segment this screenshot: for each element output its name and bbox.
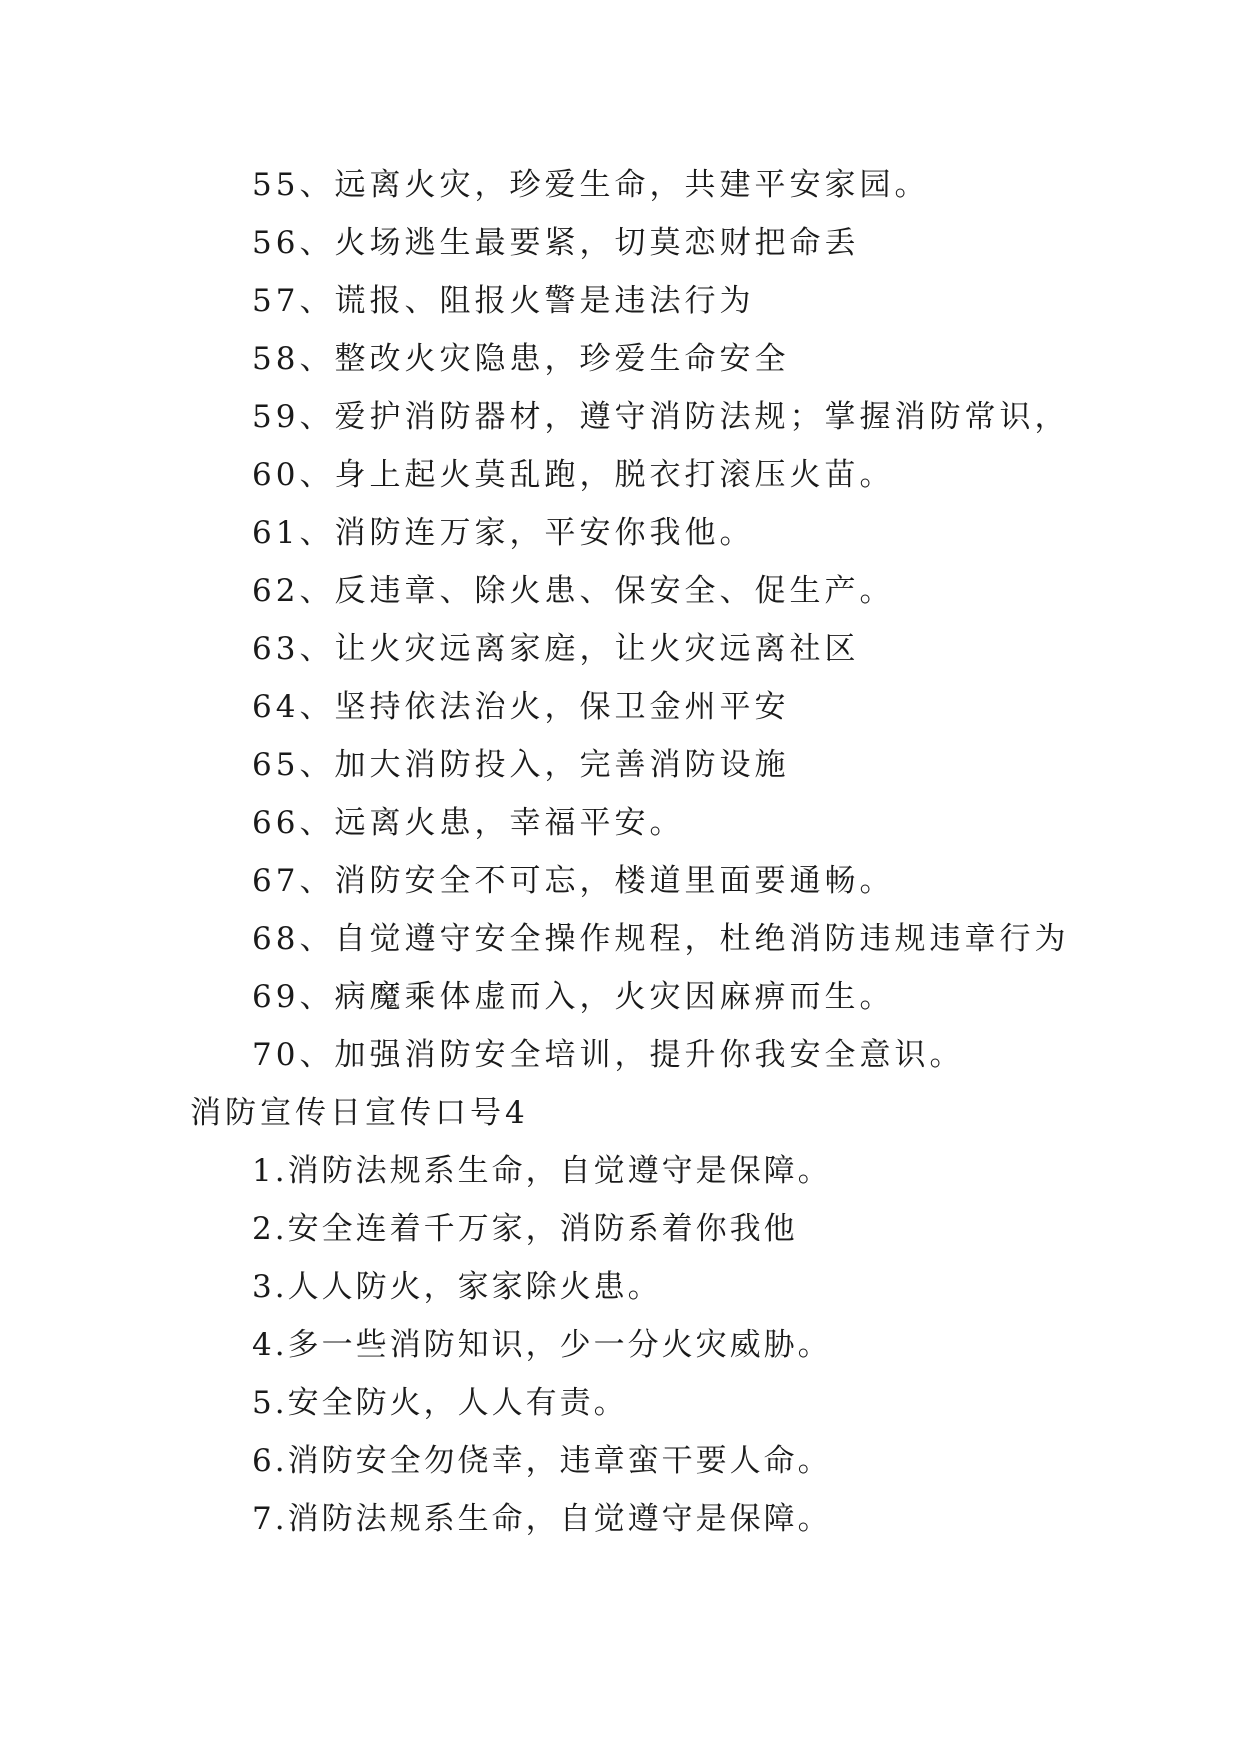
slogan-item-55: 55、远离火灾，珍爱生命，共建平安家园。: [252, 167, 930, 203]
slogan-sub-item-2: 2.安全连着千万家，消防系着你我他: [252, 1211, 798, 1247]
section-heading: 消防宣传日宣传口号4: [190, 1095, 529, 1131]
slogan-sub-item-1: 1.消防法规系生命，自觉遵守是保障。: [252, 1153, 832, 1189]
slogan-sub-item-5: 5.安全防火，人人有责。: [252, 1385, 628, 1421]
slogan-item-60: 60、身上起火莫乱跑，脱衣打滚压火苗。: [252, 457, 895, 493]
slogan-item-58: 58、整改火灾隐患，珍爱生命安全: [252, 341, 790, 377]
slogan-sub-item-7: 7.消防法规系生命，自觉遵守是保障。: [252, 1501, 832, 1537]
slogan-item-57: 57、谎报、阻报火警是违法行为: [252, 283, 755, 319]
slogan-item-56: 56、火场逃生最要紧，切莫恋财把命丢: [252, 225, 860, 261]
slogan-item-62: 62、反违章、除火患、保安全、促生产。: [252, 573, 895, 609]
slogan-sub-item-6: 6.消防安全勿侥幸，违章蛮干要人命。: [252, 1443, 832, 1479]
slogan-item-66: 66、远离火患，幸福平安。: [252, 805, 685, 841]
slogan-item-67: 67、消防安全不可忘，楼道里面要通畅。: [252, 863, 895, 899]
slogan-sub-item-4: 4.多一些消防知识，少一分火灾威胁。: [252, 1327, 832, 1363]
slogan-item-61: 61、消防连万家，平安你我他。: [252, 515, 755, 551]
slogan-item-59: 59、爱护消防器材，遵守消防法规；掌握消防常识，: [252, 399, 1070, 435]
slogan-item-65: 65、加大消防投入，完善消防设施: [252, 747, 790, 783]
slogan-item-69: 69、病魔乘体虚而入，火灾因麻痹而生。: [252, 979, 895, 1015]
document-body: [0, 156, 1241, 1548]
slogan-sub-item-3: 3.人人防火，家家除火患。: [252, 1269, 662, 1305]
slogan-item-68: 68、自觉遵守安全操作规程，杜绝消防违规违章行为: [252, 921, 1070, 957]
slogan-item-63: 63、让火灾远离家庭，让火灾远离社区: [252, 631, 860, 667]
slogan-item-64: 64、坚持依法治火，保卫金州平安: [252, 689, 790, 725]
slogan-item-70: 70、加强消防安全培训，提升你我安全意识。: [252, 1037, 965, 1073]
